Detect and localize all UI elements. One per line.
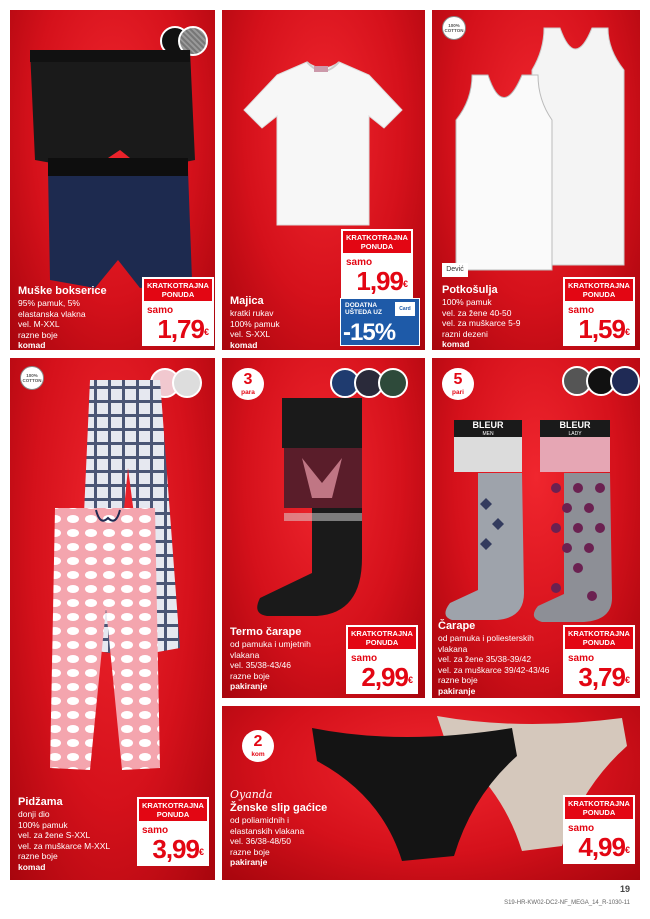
badge-line: KRATKOTRAJNA <box>568 799 630 808</box>
qty-number: 2 <box>253 733 263 750</box>
qty-unit: para <box>241 389 255 396</box>
badge-line: PONUDA <box>582 638 616 647</box>
price-box <box>347 626 417 693</box>
currency: € <box>198 847 204 857</box>
unit-label: komad <box>18 340 46 350</box>
badge-line: PONUDA <box>161 290 195 299</box>
product-panel-undershirt[interactable] <box>432 10 640 350</box>
unit-label: pakiranje <box>438 685 476 696</box>
product-title: Ženske slip gaćice <box>230 802 328 814</box>
desc-line: razne boje <box>230 670 270 681</box>
desc-line: od pamuka i umjetnih <box>230 639 311 649</box>
badge-line: KRATKOTRAJNA <box>568 629 630 638</box>
unit-label: komad <box>18 861 46 872</box>
cotton-badge: 100% COTTON <box>442 16 466 40</box>
promo-badge <box>143 278 213 302</box>
promo-badge <box>564 626 634 650</box>
catalog-code: S19-HR-KW02-DC2-NF_MEGA_14_R-1030-11 <box>504 900 630 906</box>
unit-label: pakiranje <box>230 681 268 691</box>
undershirt-image <box>432 10 640 280</box>
desc-line: 95% pamuk, 5% <box>18 298 80 308</box>
discount-value: -15% <box>343 319 396 346</box>
pajamas-description <box>18 796 110 872</box>
currency: € <box>402 279 408 289</box>
unit-label: komad <box>230 339 258 350</box>
price <box>138 836 208 865</box>
briefs-description <box>230 802 327 868</box>
promo-badge <box>342 230 412 254</box>
desc-line: vel. za muškarce 39/42-43/46 <box>438 664 550 675</box>
desc-line: elastanska vlakna <box>18 308 86 319</box>
desc-line: vlakana <box>438 643 468 654</box>
tshirt-description <box>230 295 280 350</box>
price-value: 1,79 <box>157 314 204 344</box>
samo-label: samo <box>568 823 595 834</box>
card-icon: Card <box>395 302 415 316</box>
currency: € <box>624 327 630 337</box>
tshirt-image <box>222 10 425 240</box>
desc-line: vel. 35/38-43/46 <box>230 660 291 670</box>
desc-line: kratki rukav <box>230 308 274 318</box>
currency: € <box>407 675 413 685</box>
price-box <box>564 796 634 863</box>
desc-line: razne boje <box>18 329 58 340</box>
promo-badge <box>138 798 208 822</box>
price-value: 3,99 <box>152 834 199 864</box>
desc-line: razne boje <box>230 846 270 857</box>
pajamas-image <box>10 358 215 778</box>
brand-tag: Dević <box>442 263 468 277</box>
desc-line: elastanskih vlakana <box>230 825 305 836</box>
desc-line: vel. za žene 40-50 <box>442 307 512 318</box>
badge-line: KRATKOTRAJNA <box>568 281 630 290</box>
sock-label-lady <box>540 420 610 472</box>
currency: € <box>624 845 630 855</box>
currency: € <box>203 327 209 337</box>
price <box>564 316 634 345</box>
label-lady: LADY <box>540 431 610 437</box>
desc-line: 100% pamuk <box>18 819 68 830</box>
product-panel-socks[interactable] <box>432 358 640 698</box>
cotton-badge: 100% COTTON <box>20 366 44 390</box>
price-value: 3,79 <box>578 662 625 692</box>
price <box>564 834 634 863</box>
samo-label: samo <box>351 653 378 664</box>
badge-line: KRATKOTRAJNA <box>346 233 408 242</box>
samo-label: samo <box>346 257 373 268</box>
desc-line: 100% pamuk <box>230 318 280 329</box>
samo-label: samo <box>568 653 595 664</box>
price <box>143 316 213 345</box>
price <box>342 268 412 297</box>
desc-line: razne boje <box>438 675 478 685</box>
desc-line: vel. za žene S-XXL <box>18 830 91 840</box>
desc-line: od pamuka i poliesterskih <box>438 633 534 643</box>
product-panel-briefs[interactable] <box>222 706 640 880</box>
socks-description <box>438 620 550 696</box>
price <box>347 664 417 693</box>
card-line: UŠTEDA UZ <box>345 309 382 316</box>
thermo-socks-image <box>222 358 425 628</box>
boxers-image <box>10 10 215 290</box>
qty-number: 5 <box>453 371 463 388</box>
desc-line: vel. za muškarce M-XXL <box>18 840 111 851</box>
product-title: Muške bokserice <box>18 285 107 297</box>
price <box>564 664 634 693</box>
product-title: Potkošulja <box>442 284 498 296</box>
undershirt-description <box>442 284 520 350</box>
socks-image <box>432 358 640 628</box>
brand-logo: BLEUR <box>454 420 522 431</box>
desc-line: vel. M-XXL <box>18 319 60 329</box>
price-value: 2,99 <box>361 662 408 692</box>
brand-logo: BLEUR <box>540 420 610 431</box>
desc-line: razne boje <box>18 851 58 861</box>
product-title: Termo čarape <box>230 626 302 638</box>
desc-line: 100% pamuk <box>442 297 492 307</box>
product-panel-thermo-socks[interactable] <box>222 358 425 698</box>
price-box <box>564 278 634 345</box>
price-box <box>138 798 208 865</box>
unit-label: komad <box>442 339 470 349</box>
card-discount-badge <box>340 298 420 346</box>
price-value: 1,59 <box>578 314 625 344</box>
label-men: MEN <box>454 431 522 437</box>
badge-line: PONUDA <box>365 638 399 647</box>
product-panel-boxers[interactable] <box>10 10 215 350</box>
desc-line: od poliamidnih i <box>230 815 290 825</box>
badge-line: KRATKOTRAJNA <box>142 801 204 810</box>
desc-line: donji dio <box>18 809 50 819</box>
product-panel-pajamas[interactable] <box>10 358 215 880</box>
badge-line: KRATKOTRAJNA <box>147 281 209 290</box>
currency: € <box>624 675 630 685</box>
boxers-description <box>18 285 107 350</box>
desc-line: vel. za muškarce 5-9 <box>442 318 521 328</box>
page-number: 19 <box>619 884 630 894</box>
promo-badge <box>564 796 634 820</box>
badge-line: PONUDA <box>360 242 394 251</box>
product-title: Pidžama <box>18 796 63 808</box>
card-line: DODATNA <box>345 302 378 309</box>
product-panel-tshirt[interactable] <box>222 10 425 350</box>
product-title: Čarape <box>438 620 476 632</box>
promo-badge <box>564 278 634 302</box>
desc-line: vlakana <box>230 649 260 660</box>
desc-line: vel. za žene 35/38-39/42 <box>438 654 532 664</box>
qty-unit: kom <box>251 751 265 758</box>
badge-line: PONUDA <box>582 290 616 299</box>
thermo-socks-description <box>230 626 311 692</box>
desc-line: razni dezeni <box>442 328 488 339</box>
price-box <box>342 230 412 297</box>
samo-label: samo <box>142 825 169 836</box>
badge-line: PONUDA <box>156 810 190 819</box>
qty-unit: pari <box>452 389 464 396</box>
price-value: 4,99 <box>578 832 625 862</box>
price-value: 1,99 <box>356 266 403 296</box>
badge-line: PONUDA <box>582 808 616 817</box>
unit-label: pakiranje <box>230 857 268 867</box>
samo-label: samo <box>568 305 595 316</box>
badge-line: KRATKOTRAJNA <box>351 629 413 638</box>
price-box <box>143 278 213 345</box>
promo-badge <box>347 626 417 650</box>
brand-logo: Oyanda <box>230 788 273 801</box>
desc-line: vel. S-XXL <box>230 329 271 339</box>
product-title: Majica <box>230 295 264 307</box>
samo-label: samo <box>147 305 174 316</box>
desc-line: vel. 36/38-48/50 <box>230 836 291 846</box>
price-box <box>564 626 634 693</box>
qty-number: 3 <box>243 371 253 388</box>
